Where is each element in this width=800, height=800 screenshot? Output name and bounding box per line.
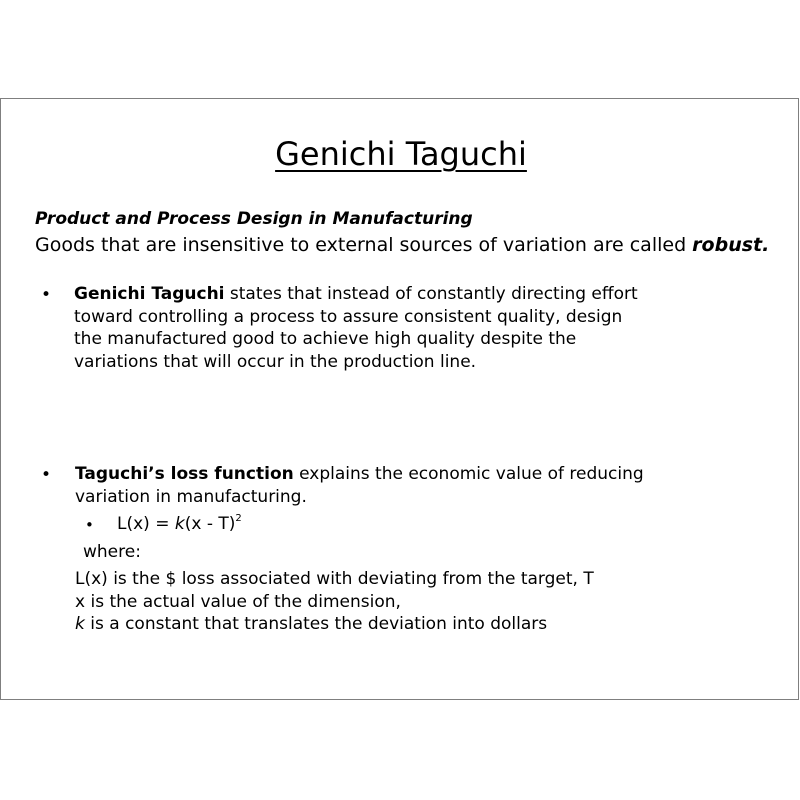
where-label: where: bbox=[83, 542, 141, 562]
definition-line: L(x) is the $ loss associated with deviating from the target, T bbox=[75, 569, 594, 589]
bullet-lead: Taguchi’s loss function bbox=[75, 464, 294, 484]
bullet-marker: • bbox=[41, 465, 52, 485]
bullet-line: the manufactured good to achieve high quality despite the bbox=[74, 329, 577, 349]
bullet-line: Taguchi’s loss function explains the economic value of reducing bbox=[75, 464, 644, 484]
bullet-loss-function-text bbox=[75, 463, 644, 508]
definitions-list bbox=[75, 568, 594, 636]
intro-text: Goods that are insensitive to external sources of variation are called bbox=[35, 234, 693, 256]
definition-line: x is the actual value of the dimension, bbox=[75, 591, 401, 612]
loss-formula: L(x) = k(x - T)$^2$ bbox=[117, 513, 242, 534]
bullet-lead: Genichi Taguchi bbox=[74, 284, 225, 304]
bullet-line: variations that will occur in the production line. bbox=[74, 351, 477, 372]
slide-subtitle: Product and Process Design in Manufacturing bbox=[35, 209, 473, 229]
bullet-marker: • bbox=[41, 285, 52, 305]
bullet-line: variation in manufacturing. bbox=[75, 486, 307, 507]
definition-line: k is a constant that translates the deviation into dollars bbox=[75, 614, 548, 634]
intro-emphasis: robust. bbox=[692, 234, 770, 256]
bullet-line: toward controlling a process to assure consistent quality, design bbox=[74, 306, 623, 327]
slide bbox=[0, 98, 799, 700]
intro-sentence bbox=[35, 234, 769, 256]
bullet-taguchi-text bbox=[74, 283, 638, 373]
bullet-line: Genichi Taguchi states that instead of constantly directing effort bbox=[74, 284, 638, 304]
slide-title: Genichi Taguchi bbox=[275, 135, 527, 173]
sub-bullet-marker: • bbox=[85, 516, 94, 534]
